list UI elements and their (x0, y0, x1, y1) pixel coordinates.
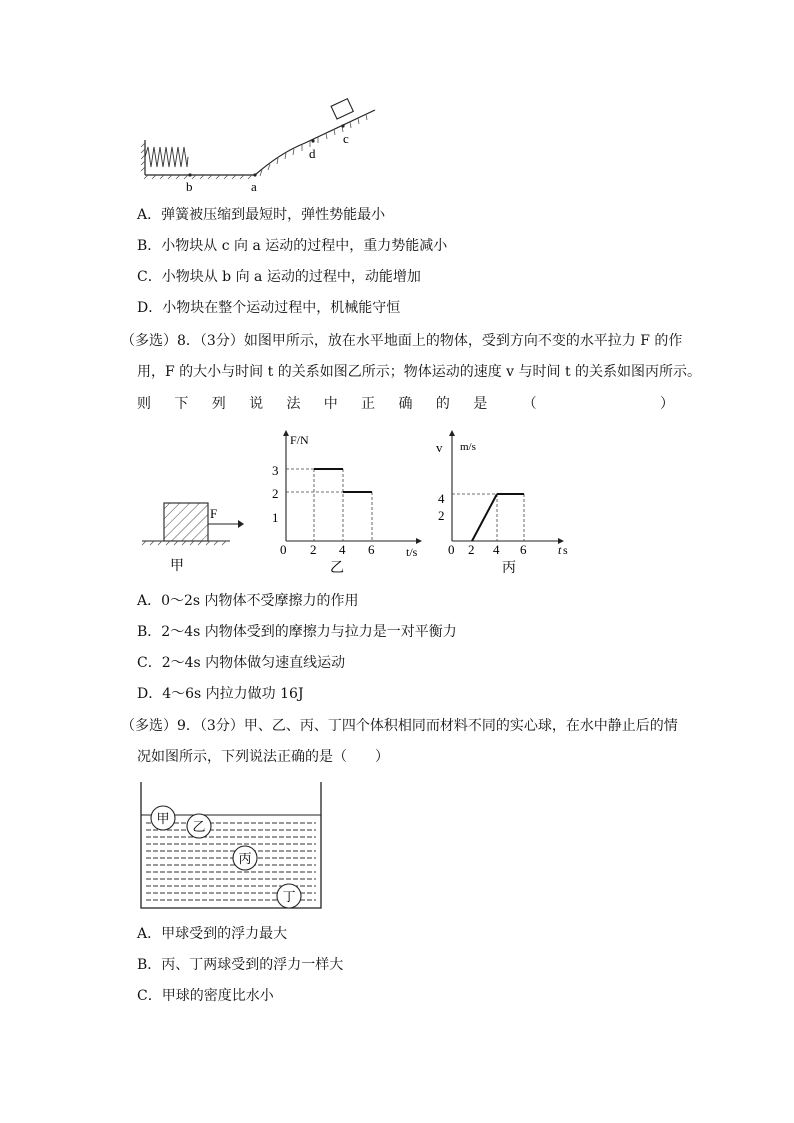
yi-xtick-6: 6 (368, 542, 375, 557)
q9-option-c: C．甲球的密度比水小 (137, 988, 274, 1004)
q8-stem-line2: 用，F 的大小与时间 t 的关系如图乙所示；物体运动的速度 v 与时间 t 的关系如图丙所示。 (137, 364, 702, 380)
yi-ytick-2: 2 (272, 486, 279, 501)
q8-option-c: C．2～4s 内物体做匀速直线运动 (137, 655, 346, 671)
ramp-spring-figure (130, 95, 390, 200)
bing-yunit: m/s (460, 441, 476, 453)
bing-xtick-4: 4 (493, 542, 500, 557)
small-block (331, 99, 353, 119)
yi-xlabel: t/s (406, 545, 418, 559)
svg-text:丙: 丙 (238, 851, 252, 866)
ball-ding (277, 884, 301, 908)
bing-accel-segment (472, 494, 497, 541)
svg-text:丁: 丁 (282, 889, 296, 904)
q8-stem-line3: 则 下 列 说 法 中 正 确 的 是 （ ） (137, 396, 674, 412)
q7-option-d: D．小物块在整个运动过程中，机械能守恒 (137, 300, 401, 316)
q9-stem-line1: （多选）9．（3分）甲、乙、丙、丁四个体积相同而材料不同的实心球，在水中静止后的情 (121, 718, 678, 734)
figure-bing-velocity-time (430, 428, 580, 578)
caption-jia: 甲 (170, 559, 184, 574)
bing-xlabel: t (558, 543, 562, 557)
q9-stem-line2: 况如图所示，下列说法正确的是（ ） (137, 749, 389, 765)
q7-option-b: B．小物块从 c 向 a 运动的过程中，重力势能减小 (137, 238, 448, 254)
yi-ytick-1: 1 (272, 510, 279, 525)
label-c: c (343, 131, 349, 146)
water-container-figure (138, 778, 328, 913)
label-a: a (251, 179, 257, 194)
q8-option-b: B．2～4s 内物体受到的摩擦力与拉力是一对平衡力 (137, 624, 457, 640)
figure-jia (138, 495, 258, 575)
force-f-label: F (210, 506, 218, 521)
bing-xunit: s (563, 543, 568, 557)
yi-xtick-2: 2 (310, 542, 317, 557)
bing-ytick-4: 4 (438, 491, 445, 506)
caption-yi: 乙 (330, 561, 344, 576)
bing-xtick-6: 6 (520, 542, 527, 557)
q7-option-c: C．小物块从 b 向 a 运动的过程中，动能增加 (137, 269, 421, 285)
label-d: d (309, 146, 316, 161)
q9-option-a: A．甲球受到的浮力最大 (137, 926, 288, 942)
q7-option-a: A．弹簧被压缩到最短时，弹性势能最小 (137, 207, 386, 223)
svg-text:乙: 乙 (192, 819, 206, 834)
label-b: b (186, 179, 193, 194)
bing-ylabel: v (436, 440, 443, 455)
bing-ytick-2: 2 (438, 508, 445, 523)
q8-stem-line1: （多选）8．（3分）如图甲所示，放在水平地面上的物体，受到方向不变的水平拉力 F 的作 (121, 333, 683, 349)
caption-bing: 丙 (502, 561, 516, 576)
figure-yi-force-time (268, 428, 428, 578)
ball-jia (151, 806, 175, 830)
bing-xtick-2: 2 (468, 542, 475, 557)
bing-xtick-0: 0 (448, 542, 455, 557)
q8-option-d: D．4～6s 内拉力做功 16J (137, 686, 304, 702)
ball-yi (187, 814, 211, 838)
yi-ylabel: F/N (290, 433, 309, 447)
svg-text:甲: 甲 (156, 811, 170, 826)
ball-bing (233, 846, 257, 870)
yi-ytick-3: 3 (272, 463, 279, 478)
yi-xtick-0: 0 (280, 542, 287, 557)
q8-option-a: A．0～2s 内物体不受摩擦力的作用 (137, 593, 359, 609)
yi-xtick-4: 4 (339, 542, 346, 557)
q9-option-b: B．丙、丁两球受到的浮力一样大 (137, 957, 344, 973)
